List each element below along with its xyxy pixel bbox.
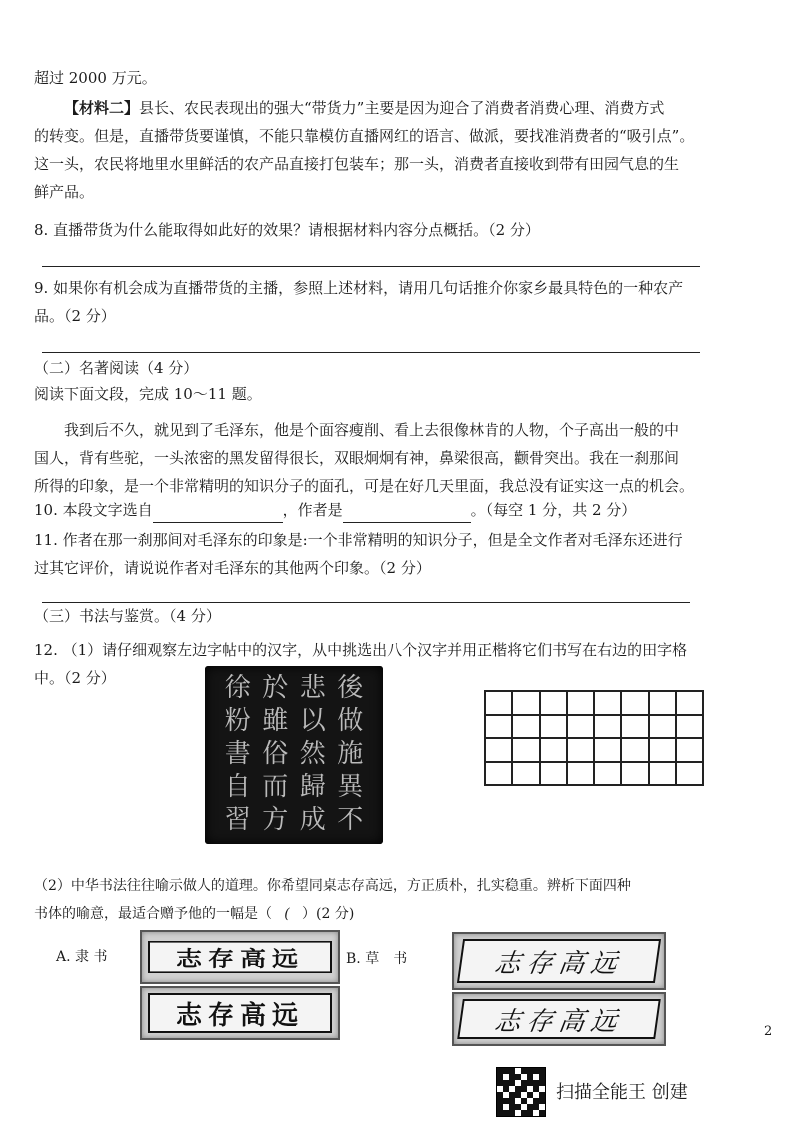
- plaque-lishu-2[interactable]: [140, 986, 340, 1040]
- tian-cell[interactable]: [621, 715, 648, 739]
- question-10-suffix: 。（每空 1 分，共 2 分）: [470, 501, 637, 519]
- scanner-label: 扫描全能王 创建: [556, 1082, 688, 1103]
- plaque-lishu-1-text: 志存高远: [148, 941, 332, 973]
- tian-cell[interactable]: [540, 738, 567, 762]
- question-9-line-2: 品。（2 分）: [34, 307, 116, 325]
- tian-cell[interactable]: [540, 762, 567, 786]
- tian-cell[interactable]: [649, 691, 676, 715]
- section-3-title: （三）书法与鉴赏。（4 分）: [34, 607, 221, 625]
- answer-line-q9[interactable]: [42, 352, 700, 353]
- plaque-text-reference: 志: [690, 1040, 691, 1041]
- question-12-2-line-2-suffix: ）(2 分): [302, 906, 355, 922]
- tian-cell[interactable]: [540, 691, 567, 715]
- continuation-text: 超过 2000 万元。: [34, 69, 157, 87]
- calligraphy-rubbing: [205, 666, 383, 844]
- plaque-cursive-2[interactable]: [452, 992, 666, 1046]
- rubbing-char: 然: [299, 739, 326, 769]
- tian-cell[interactable]: [649, 738, 676, 762]
- rubbing-char: 以: [299, 706, 326, 736]
- tian-cell[interactable]: [512, 762, 539, 786]
- tian-cell[interactable]: [594, 762, 621, 786]
- question-12-2: [34, 872, 774, 928]
- material2-line-3: 这一头，农民将地里水里鲜活的农产品直接打包装车；那一头，消费者直接收到带有田园气息的生: [34, 155, 680, 173]
- question-12-2-line-1: （2）中华书法往往喻示做人的道理。你希望同桌志存高远，方正质朴，扎实稳重。辨析下面四种: [34, 878, 631, 894]
- tian-cell[interactable]: [512, 691, 539, 715]
- page-number: 2: [764, 1024, 773, 1039]
- plaque-lishu-2-text: 志存高远: [148, 993, 332, 1033]
- rubbing-char: 悲: [299, 673, 326, 703]
- material2-line-1: 县长、农民表现出的强大“带货力”主要是因为迎合了消费者消费心理、消费方式: [139, 99, 665, 117]
- question-9: [34, 274, 774, 330]
- rubbing-char: 成: [299, 805, 326, 835]
- question-10-prefix: 10. 本段文字选自: [34, 501, 153, 519]
- tian-cell[interactable]: [567, 738, 594, 762]
- tian-cell[interactable]: [567, 691, 594, 715]
- tian-cell[interactable]: [621, 762, 648, 786]
- rubbing-char: 不: [337, 805, 364, 835]
- plaque-cursive-2-text: 志存高远: [457, 999, 661, 1039]
- tian-cell[interactable]: [676, 715, 703, 739]
- option-a-label: A. 隶 书: [56, 949, 108, 965]
- answer-blank-book[interactable]: [153, 498, 283, 523]
- question-8: 8. 直播带货为什么能取得如此好的效果？请根据材料内容分点概括。（2 分）: [34, 221, 540, 239]
- rubbing-char: 方: [262, 805, 289, 835]
- material2-line-4: 鲜产品。: [34, 183, 95, 201]
- rubbing-char: 自: [224, 772, 251, 802]
- tian-cell[interactable]: [649, 715, 676, 739]
- material2-block: [34, 94, 774, 206]
- rubbing-char: 施: [337, 739, 364, 769]
- section-2-title: （二）名著阅读（4 分）: [34, 359, 199, 377]
- rubbing-char: 粉: [224, 706, 251, 736]
- plaque-cursive-1-text: 志存高远: [457, 939, 661, 983]
- tian-cell[interactable]: [512, 715, 539, 739]
- tian-zi-grid[interactable]: [484, 690, 704, 786]
- rubbing-char: 徐: [224, 673, 251, 703]
- answer-line-q11[interactable]: [42, 602, 690, 603]
- answer-line-q8[interactable]: [42, 266, 700, 267]
- tian-cell[interactable]: [485, 691, 512, 715]
- rubbing-char: 於: [262, 673, 289, 703]
- tian-cell[interactable]: [594, 738, 621, 762]
- tian-cell[interactable]: [485, 738, 512, 762]
- tian-cell[interactable]: [676, 691, 703, 715]
- question-11-line-1: 11. 作者在那一刹那间对毛泽东的印象是:一个非常精明的知识分子，但是全文作者对毛泽东还进行: [34, 531, 683, 549]
- answer-blank-author[interactable]: [343, 498, 471, 523]
- question-12-2-line-2-wrap: [34, 900, 774, 928]
- tian-cell[interactable]: [621, 691, 648, 715]
- rubbing-char: 書: [224, 739, 251, 769]
- tian-cell[interactable]: [485, 762, 512, 786]
- tian-cell[interactable]: [540, 715, 567, 739]
- rubbing-char: 雖: [262, 706, 289, 736]
- option-b-label: B. 草 书: [346, 951, 408, 967]
- tian-cell[interactable]: [485, 715, 512, 739]
- section-2-passage: [34, 416, 774, 500]
- question-10-mid: ，作者是: [282, 501, 343, 519]
- tian-cell[interactable]: [676, 762, 703, 786]
- question-12-1-line-2: 中。（2 分）: [34, 669, 116, 687]
- tian-cell[interactable]: [594, 691, 621, 715]
- tian-cell[interactable]: [594, 715, 621, 739]
- tian-cell[interactable]: [649, 762, 676, 786]
- material2-line-2: 的转变。但是，直播带货要谨慎，不能只靠模仿直播网红的语言、做派，要找准消费者的“吸引点”。: [34, 127, 695, 145]
- plaque-lishu-1[interactable]: [140, 930, 340, 984]
- material2-label: 【材料二】: [64, 99, 140, 117]
- plaque-cursive-1[interactable]: [452, 932, 666, 990]
- rubbing-char: 俗: [262, 739, 289, 769]
- tian-cell[interactable]: [512, 738, 539, 762]
- rubbing-char: 後: [337, 673, 364, 703]
- passage-line-2: 国人，背有些驼，一头浓密的黑发留得很长，双眼炯炯有神，鼻梁很高，颧骨突出。我在一刹那间: [34, 449, 680, 467]
- passage-line-1: 我到后不久，就见到了毛泽东，他是个面容瘦削、看上去很像林肯的人物，个子高出一般的中: [64, 421, 680, 439]
- rubbing-char: 做: [337, 706, 364, 736]
- tian-cell[interactable]: [567, 715, 594, 739]
- question-9-line-1: 9. 如果你有机会成为直播带货的主播，参照上述材料，请用几句话推介你家乡最具特色的一种农产: [34, 279, 684, 297]
- tian-cell[interactable]: [621, 738, 648, 762]
- passage-line-3: 所得的印象，是一个非常精明的知识分子的面孔，可是在好几天里面，我总没有证实这一点的机会。: [34, 477, 695, 495]
- qr-code-icon: [496, 1067, 546, 1117]
- section-2-instruction: 阅读下面文段，完成 10～11 题。: [34, 385, 262, 403]
- tian-cell[interactable]: [676, 738, 703, 762]
- rubbing-char: 而: [262, 772, 289, 802]
- question-12-1-line-1: 12. （1）请仔细观察左边字帖中的汉字，从中挑选出八个汉字并用正楷将它们书写在右边的田字格: [34, 641, 688, 659]
- question-10: [34, 498, 764, 523]
- rubbing-char: 異: [337, 772, 364, 802]
- question-11: [34, 526, 774, 582]
- rubbing-char: 習: [224, 805, 251, 835]
- answer-mark[interactable]: (: [284, 906, 290, 922]
- rubbing-character-grid: [219, 672, 369, 836]
- rubbing-char: 歸: [299, 772, 326, 802]
- question-12-2-line-2-prefix: 书体的喻意，最适合赠予他的一幅是（: [34, 906, 272, 922]
- question-12-1: [34, 636, 774, 692]
- tian-cell[interactable]: [567, 762, 594, 786]
- question-11-line-2: 过其它评价，请说说作者对毛泽东的其他两个印象。（2 分）: [34, 559, 431, 577]
